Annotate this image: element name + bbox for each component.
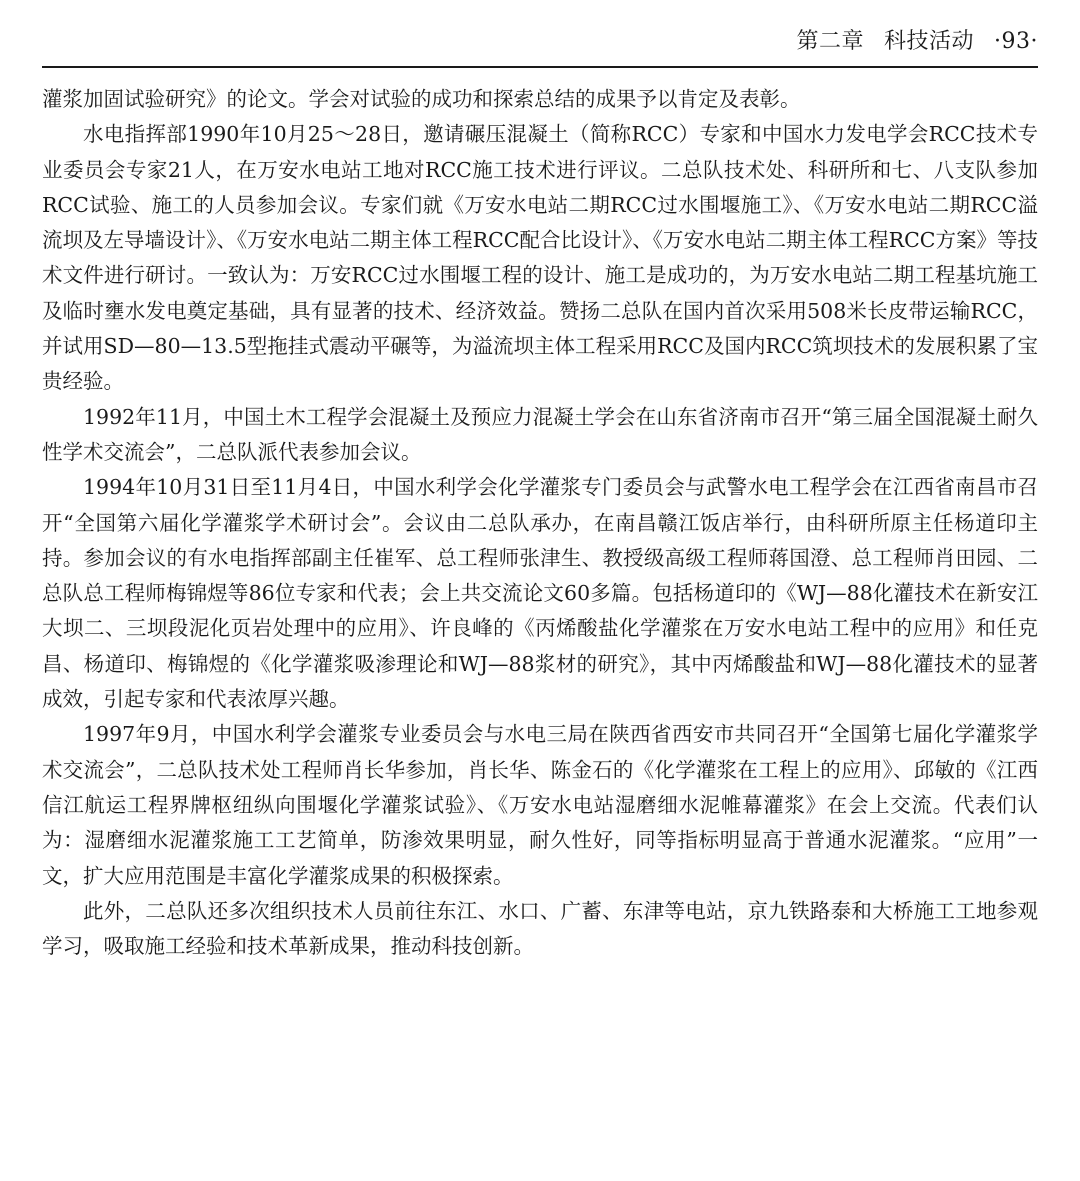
- page-number: ·93·: [994, 29, 1038, 54]
- chapter-label: 第二章: [796, 29, 864, 54]
- paragraph: 水电指挥部1990年10月25～28日，邀请碾压混凝土（简称RCC）专家和中国水力发电学会RCC技术专业委员会专家21人，在万安水电站工地对RCC施工技术进行评议。二总队技术处、科研所和七、八支队参加RCC试验、施工的人员参加会议。专家们就《万安水电站二期RCC过水围堰施工》、《万安水电站二期RCC溢流坝及左导墙设计》、《万安水电站二期主体工程RCC配合比设计》、《万安水电站二期主体工程RCC方案》等技术文件进行研讨。一致认为：万安RCC过水围堰工程的设计、施工是成功的，为万安水电站二期工程基坑施工及临时壅水发电奠定基础，具有显著的技术、经济效益。赞扬二总队在国内首次采用508米长皮带运输RCC，并试用SD—80—13.5型拖挂式震动平碾等，为溢流坝主体工程采用RCC及国内RCC筑坝技术的发展积累了宝贵经验。: [42, 122, 1038, 394]
- paragraph: 此外，二总队还多次组织技术人员前往东江、水口、广蓄、东津等电站，京九铁路泰和大桥施工工地参观学习，吸取施工经验和技术革新成果，推动科技创新。: [42, 898, 1038, 959]
- section-title: 科技活动: [884, 29, 975, 54]
- paragraph: 1992年11月，中国土木工程学会混凝土及预应力混凝土学会在山东省济南市召开“第三届全国混凝土耐久性学术交流会”，二总队派代表参加会议。: [42, 404, 1038, 464]
- running-header: [42, 22, 1038, 62]
- body-text: [42, 82, 1038, 964]
- paragraph-continuation: 灌浆加固试验研究》的论文。学会对试验的成功和探索总结的成果予以肯定及表彰。: [42, 87, 801, 111]
- header-rule: [42, 66, 1038, 68]
- paragraph: 1997年9月，中国水利学会灌浆专业委员会与水电三局在陕西省西安市共同召开“全国第七届化学灌浆学术交流会”，二总队技术处工程师肖长华参加，肖长华、陈金石的《化学灌浆在工程上的应用》、邱敏的《江西信江航运工程界牌枢纽纵向围堰化学灌浆试验》、《万安水电站湿磨细水泥帷幕灌浆》在会上交流。代表们认为：湿磨细水泥灌浆施工工艺简单，防渗效果明显，耐久性好，同等指标明显高于普通水泥灌浆。“应用”一文，扩大应用范围是丰富化学灌浆成果的积极探索。: [42, 722, 1038, 888]
- paragraph: 1994年10月31日至11月4日，中国水利学会化学灌浆专门委员会与武警水电工程学会在江西省南昌市召开“全国第六届化学灌浆学术研讨会”。会议由二总队承办，在南昌赣江饭店举行，由科研所原主任杨道印主持。参加会议的有水电指挥部副主任崔军、总工程师张津生、教授级高级工程师蒋国澄、总工程师肖田园、二总队总工程师梅锦煜等86位专家和代表；会上共交流论文60多篇。包括杨道印的《WJ—88化灌技术在新安江大坝二、三坝段泥化页岩处理中的应用》、许良峰的《丙烯酸盐化学灌浆在万安水电站工程中的应用》和任克昌、杨道印、梅锦煜的《化学灌浆吸渗理论和WJ—88浆材的研究》，其中丙烯酸盐和WJ—88化灌技术的显著成效，引起专家和代表浓厚兴趣。: [42, 475, 1038, 712]
